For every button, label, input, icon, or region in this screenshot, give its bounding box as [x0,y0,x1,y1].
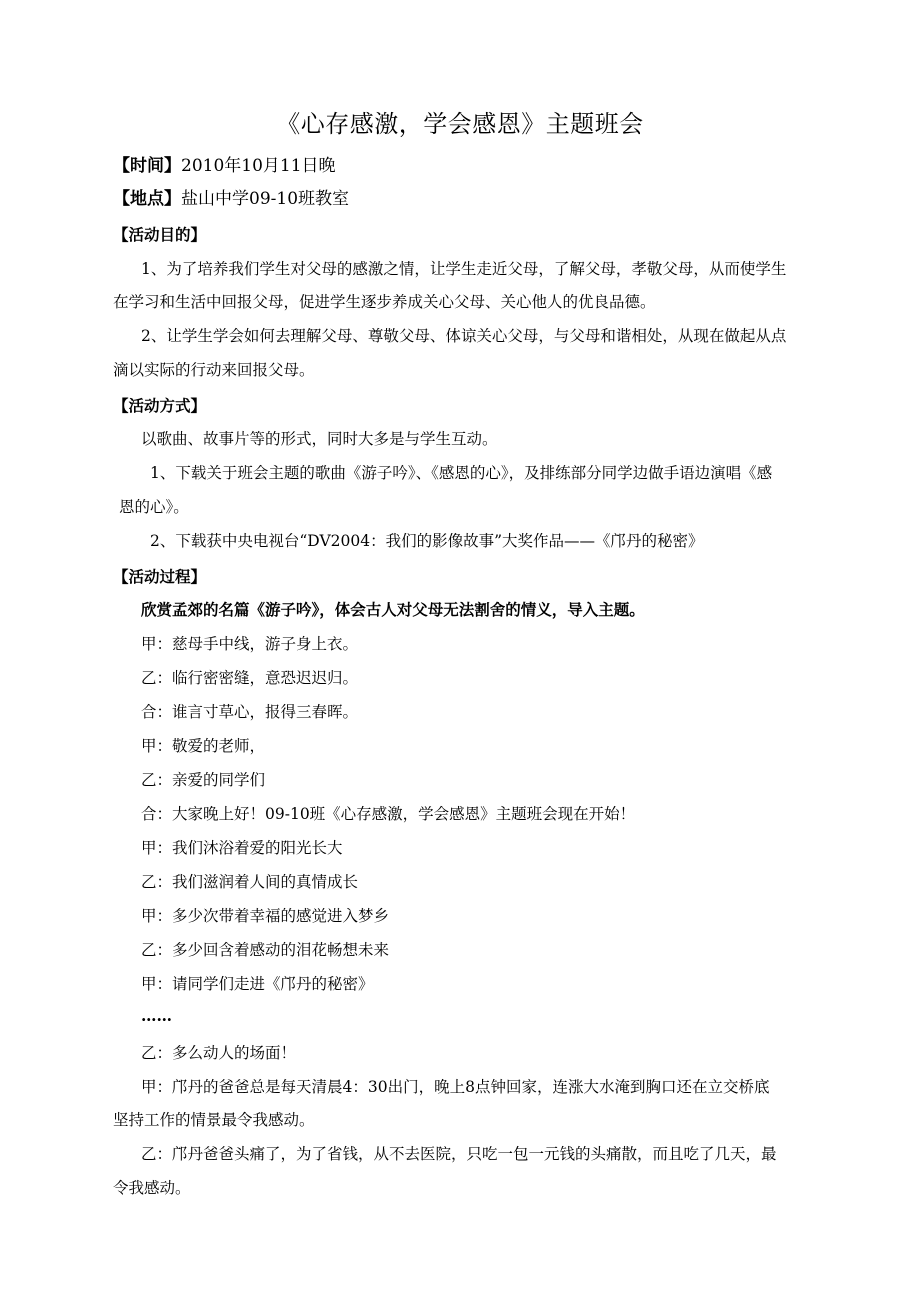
dialogue-line: 乙：临行密密缝，意恐迟迟归。 [141,669,359,687]
dialogue-line: 乙：邝丹爸爸头痛了，为了省钱，从不去医院，只吃一包一元钱的头痛散，而且吃了几天，最 [141,1145,777,1163]
method-item2: 2、下载获中央电视台“DV2004：我们的影像故事”大奖作品——《邝丹的秘密》 [150,532,704,550]
dialogue-line: 甲：慈母手中线，游子身上衣。 [141,635,359,653]
purpose-p1a: 1、为了培养我们学生对父母的感激之情，让学生走近父母，了解父母，孝敬父母，从而使学生 [141,260,787,278]
dialogue-line-continuation: 坚持工作的情景最令我感动。 [113,1111,315,1129]
place-value: 盐山中学09-10班教室 [181,189,350,209]
page-title: 《心存感激，学会感恩》主题班会 [276,110,644,138]
time-line [113,156,336,176]
method-heading: 【活动方式】 [113,396,207,415]
ellipsis: …… [141,1006,172,1025]
purpose-p2b: 滴以实际的行动来回报父母。 [113,361,315,379]
dialogue-line: 甲：邝丹的爸爸总是每天清晨4：30出门，晚上8点钟回家，连涨大水淹到胸口还在立交桥底 [141,1078,770,1096]
method-item1a: 1、下载关于班会主题的歌曲《游子吟》、《感恩的心》，及排练部分同学边做手语边演唱《感 [150,464,773,482]
process-heading: 【活动过程】 [113,567,207,586]
purpose-p2a: 2、让学生学会如何去理解父母、尊敬父母、体谅关心父母，与父母和谐相处，从现在做起从点 [141,327,787,345]
dialogue-line: 甲：多少次带着幸福的感觉进入梦乡 [141,907,390,925]
method-item1b: 恩的心》。 [119,498,189,516]
dialogue-line: 甲：我们沐浴着爱的阳光长大 [141,839,343,857]
dialogue-line-continuation: 令我感动。 [113,1179,191,1197]
dialogue-line: 甲：请同学们走进《邝丹的秘密》 [141,975,374,993]
method-intro: 以歌曲、故事片等的形式，同时大多是与学生互动。 [141,430,498,448]
place-line [113,189,349,209]
purpose-p1b: 在学习和生活中回报父母，促进学生逐步养成关心父母、关心他人的优良品德。 [113,293,656,311]
place-label: 【地点】 [113,189,181,209]
time-value: 2010年10月11日晚 [181,156,336,176]
dialogue-line: 甲：敬爱的老师， [141,737,266,755]
dialogue-line: 乙：多少回含着感动的泪花畅想未来 [141,941,390,959]
dialogue-line: 乙：多么动人的场面！ [141,1044,297,1062]
dialogue-line: 合：大家晚上好！09-10班《心存感激，学会感恩》主题班会现在开始！ [141,805,636,823]
dialogue-line: 乙：我们滋润着人间的真情成长 [141,873,359,891]
time-label: 【时间】 [113,156,181,176]
dialogue-line: 合：谁言寸草心，报得三春晖。 [141,703,359,721]
purpose-heading: 【活动目的】 [113,225,207,244]
dialogue-line: 乙：亲爱的同学们 [141,771,266,789]
process-lead: 欣赏孟郊的名篇《游子吟》，体会古人对父母无法割舍的情义，导入主题。 [141,600,645,619]
